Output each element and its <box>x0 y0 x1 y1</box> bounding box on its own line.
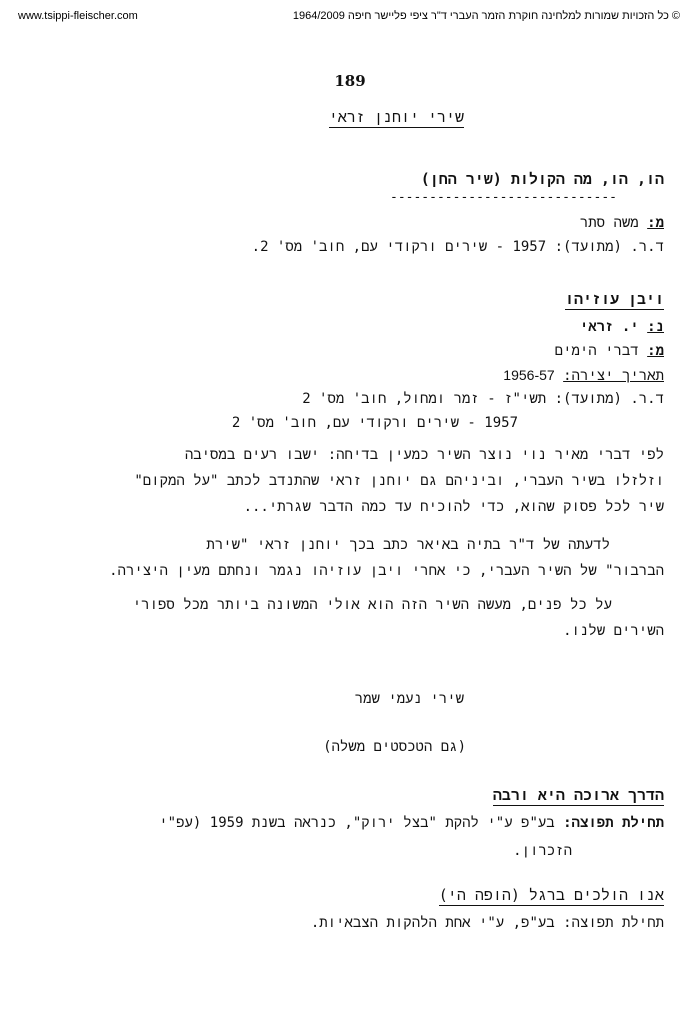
composer-value-2: דברי הימים <box>554 343 639 359</box>
composer-label: מ: <box>647 215 664 231</box>
song-title-haderech: הדרך ארוכה היא ורבה <box>492 786 664 804</box>
para2-line1: לדעתה של ד"ר בתיה באיאר כתב בכך יוחנן זראי "שירת <box>206 537 610 553</box>
first-dist-label-2: תחילת תפוצה: <box>563 915 664 931</box>
recording-value-2b: 1957 - שירים ורקודי עם, חוב' מס' 2 <box>231 415 518 431</box>
recording-row <box>252 238 664 256</box>
composer-row <box>580 214 664 232</box>
section-subheading: (גם הטכסטים משלה) <box>323 739 466 755</box>
first-dist-value-2: בע"פ, ע"י אחת הלהקות הצבאיות. <box>310 915 555 931</box>
composer-row-2 <box>555 342 664 360</box>
section-heading-shemer: שירי נעמי שמר <box>354 691 464 707</box>
website-url[interactable]: www.tsippi-fleischer.com <box>18 10 138 22</box>
para2-line2: הברבור" של השיר העברי, כי אחרי ויבן עוזיהו נגמר ונחתם מעין היצירה. <box>109 563 664 579</box>
first-dist-row-2 <box>311 914 664 932</box>
recording-label-2: ד.ר. (מתועד): <box>554 391 664 407</box>
copyright-notice: © כל הזכויות שמורות למלחינה חוקרת הזמר העברי ד"ר ציפי פליישר חיפה 1964/2009 <box>292 10 680 22</box>
para1-line2: וזלזלו בשיר העברי, וביניהם גם יוחנן זראי שהתנדב לכתב "על המקום" <box>134 473 664 489</box>
recording-value: 1957 - שירים ורקודי עם, חוב' מס' 2. <box>251 239 547 255</box>
section-heading-zarai: שירי יוחנן זראי <box>328 108 464 126</box>
lyricist-label: נ: <box>647 319 664 335</box>
para3-line1: על כל פנים, מעשה השיר הזה הוא אולי המשונה ביותר מכל ספורי <box>132 597 612 613</box>
para1-line3: שיר לכל פסוק שהוא, כדי להוכיח עד כמה הדבר שגרתי... <box>243 499 664 515</box>
page-number: 189 <box>334 72 366 90</box>
first-dist-row <box>159 814 664 832</box>
para1-line1: לפי דברי מאיר נוי נוצר השיר כמעין בדיחה: ישבו רעים במסיבה <box>184 447 664 463</box>
date-row <box>503 366 664 385</box>
date-value: 1956-57 <box>503 367 555 383</box>
lyricist-value: י. זראי <box>579 319 639 335</box>
song-title-ho-ho: הו, הו, מה הקולות (שיר החן) <box>420 170 664 188</box>
composer-value: משה סתר <box>579 215 639 231</box>
song-title-vayiven: ויבן עוזיהו <box>564 290 664 308</box>
recording-value-2a: תשי"ז - זמר ומחול, חוב' מס' 2 <box>302 391 547 407</box>
first-dist-label: תחילת תפוצה: <box>563 815 664 831</box>
composer-label-2: מ: <box>647 343 664 359</box>
recording-row-2 <box>302 390 664 408</box>
first-dist-value: בע"פ ע"י להקת "בצל ירוק", כנראה בשנת 1959 (עפ"י <box>159 815 555 831</box>
para3-line2: השירים שלנו. <box>563 623 664 639</box>
lyricist-row <box>580 318 664 336</box>
date-label: תאריך יצירה: <box>563 368 664 384</box>
song-title-anu-holchim: אנו הולכים ברגל (הופה הי) <box>438 886 664 904</box>
recording-label: ד.ר. (מתועד): <box>554 239 664 255</box>
title-dashes: ----------------------------- <box>390 190 617 205</box>
first-dist-cont: הזכרון. <box>513 843 572 859</box>
